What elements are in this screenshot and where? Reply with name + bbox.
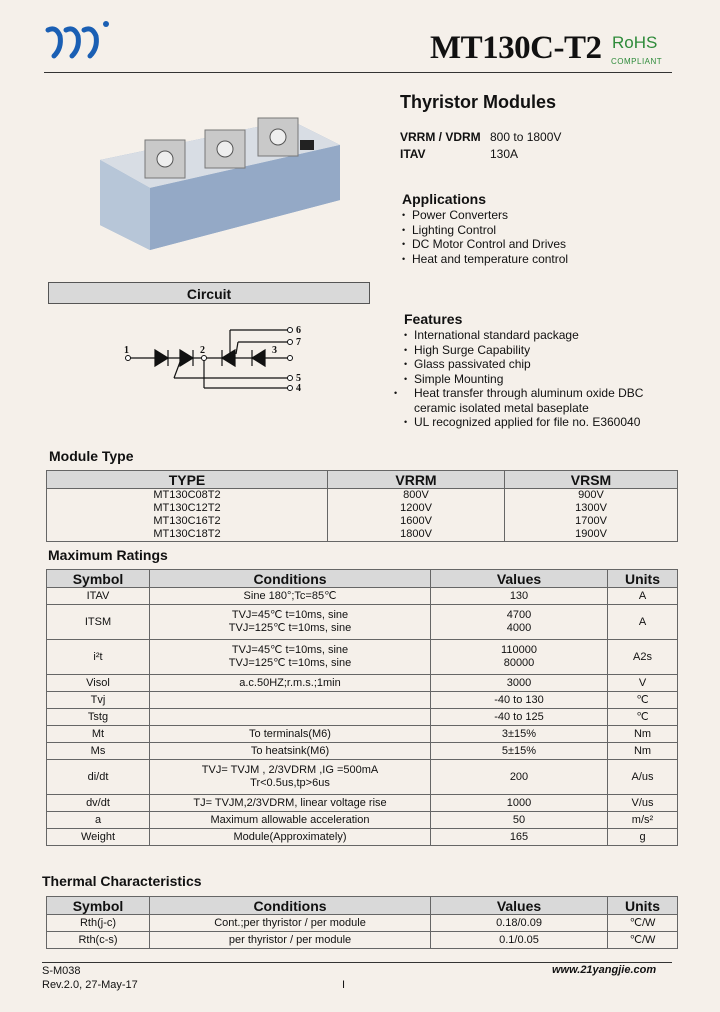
cell: m/s² — [608, 812, 678, 829]
cell: 0.1/0.05 — [431, 932, 608, 949]
pin-label: 2 — [200, 345, 205, 356]
cell — [431, 829, 608, 846]
table-row — [47, 709, 678, 726]
revision: Rev.2.0, 27-May-17 — [42, 979, 138, 991]
condition-line: Sine 180°;Tc=85℃ — [243, 589, 337, 602]
column-header: VRSM — [505, 471, 678, 489]
cell: ITAV — [47, 588, 150, 605]
list-item: • Lighting Control — [402, 223, 568, 238]
cell: 1900V — [505, 528, 678, 542]
cell: 1700V — [505, 515, 678, 528]
cell: Nm — [608, 743, 678, 760]
table-row — [47, 675, 678, 692]
header-divider — [44, 72, 672, 73]
table-row — [47, 502, 678, 515]
module-type-heading: Module Type — [49, 448, 134, 464]
cell: Tstg — [47, 709, 150, 726]
page-marker: I — [342, 979, 346, 991]
table-row — [47, 829, 678, 846]
pin-label: 7 — [296, 337, 301, 348]
condition-line: TVJ=45℃ t=10ms, sine — [231, 609, 349, 621]
table-row — [47, 812, 678, 829]
value-line: 4700 — [506, 609, 532, 621]
footer-divider — [42, 962, 672, 963]
list-item: • Heat and temperature control — [402, 252, 568, 267]
column-header: Symbol — [47, 897, 150, 915]
table-row — [47, 640, 678, 675]
doc-id: S-M038 — [42, 965, 81, 977]
table-row — [47, 760, 678, 795]
part-number: MT130C-T2 — [430, 30, 602, 66]
cell: i²t — [47, 640, 150, 675]
cell: ℃/W — [608, 915, 678, 932]
value-line: -40 to 125 — [494, 710, 544, 723]
value-line: 3000 — [506, 676, 532, 689]
cell — [431, 675, 608, 692]
cell: 900V — [505, 489, 678, 503]
cell — [150, 795, 431, 812]
value-line: 80000 — [503, 657, 535, 669]
cell — [431, 588, 608, 605]
cell — [150, 726, 431, 743]
website-link[interactable]: www.21yangjie.com — [552, 964, 657, 976]
spec-value: 130A — [490, 147, 519, 161]
company-logo — [44, 18, 114, 62]
table-row — [47, 726, 678, 743]
value-line: 5±15% — [501, 744, 537, 757]
list-item: • High Surge Capability — [404, 343, 674, 358]
spec-label: ITAV — [400, 147, 426, 161]
cell — [431, 760, 608, 795]
table-row — [47, 528, 678, 542]
cell — [150, 588, 431, 605]
condition-line: To heatsink(M6) — [250, 744, 330, 757]
pin-label: 5 — [296, 373, 301, 384]
list-item: • Glass passivated chip — [404, 357, 674, 372]
spec-value: 800 to 1800V — [490, 130, 562, 144]
cell: 1200V — [328, 502, 505, 515]
cell: Mt — [47, 726, 150, 743]
condition-line: TVJ= TVJM , 2/3VDRM ,IG =500mA — [201, 764, 379, 776]
cell: ℃ — [608, 692, 678, 709]
column-header: Units — [608, 897, 678, 915]
cell — [431, 743, 608, 760]
product-title: Thyristor Modules — [400, 92, 557, 112]
cell — [150, 675, 431, 692]
cell — [431, 795, 608, 812]
cell: Cont.;per thyristor / per module — [150, 915, 431, 932]
cell: Ms — [47, 743, 150, 760]
cell — [431, 640, 608, 675]
cell: MT130C08T2 — [47, 489, 328, 503]
circuit-heading: Circuit — [48, 282, 370, 304]
cell: a — [47, 812, 150, 829]
column-header: Symbol — [47, 570, 150, 588]
max-ratings-table — [46, 569, 678, 846]
spec-row-voltage — [400, 130, 561, 144]
cell: dv/dt — [47, 795, 150, 812]
cell: Tvj — [47, 692, 150, 709]
value-line: 165 — [509, 830, 529, 843]
table-row — [47, 692, 678, 709]
column-header: Conditions — [150, 570, 431, 588]
cell: ℃ — [608, 709, 678, 726]
list-item: • Power Converters — [402, 208, 568, 223]
column-header: Units — [608, 570, 678, 588]
table-row — [47, 588, 678, 605]
cell: 1600V — [328, 515, 505, 528]
cell: di/dt — [47, 760, 150, 795]
max-ratings-heading: Maximum Ratings — [48, 547, 168, 563]
cell: MT130C18T2 — [47, 528, 328, 542]
list-item: • Heat transfer through aluminum oxide DBC ceramic isolated metal baseplate — [404, 386, 674, 415]
list-item: • UL recognized applied for file no. E360040 — [404, 415, 674, 430]
cell: A — [608, 588, 678, 605]
cell: 1300V — [505, 502, 678, 515]
features-heading: Features — [404, 311, 463, 327]
cell — [150, 743, 431, 760]
thermal-heading: Thermal Characteristics — [42, 873, 202, 889]
cell: g — [608, 829, 678, 846]
value-line: 1000 — [506, 796, 532, 809]
value-line: 200 — [509, 770, 529, 783]
condition-line: Module(Approximately) — [233, 830, 347, 843]
cell — [431, 605, 608, 640]
cell — [150, 640, 431, 675]
column-header: Values — [431, 897, 608, 915]
cell — [431, 692, 608, 709]
cell: A — [608, 605, 678, 640]
spec-row-current — [400, 147, 518, 161]
column-header: Conditions — [150, 897, 431, 915]
cell — [150, 812, 431, 829]
condition-line: Maximum allowable acceleration — [210, 813, 370, 826]
cell: ℃/W — [608, 932, 678, 949]
cell: 800V — [328, 489, 505, 503]
table-row — [47, 515, 678, 528]
cell: MT130C12T2 — [47, 502, 328, 515]
spec-label: VRRM / VDRM — [400, 130, 481, 144]
condition-line: TVJ=125℃ t=10ms, sine — [228, 622, 352, 634]
condition-line: Tr<0.5us,tp>6us — [250, 777, 330, 789]
condition-line: To terminals(M6) — [249, 727, 331, 740]
cell: MT130C16T2 — [47, 515, 328, 528]
value-line: -40 to 130 — [494, 693, 544, 706]
pin-label: 1 — [124, 345, 129, 356]
thermal-table — [46, 896, 678, 949]
cell — [150, 692, 431, 709]
cell: per thyristor / per module — [150, 932, 431, 949]
pin-label: 6 — [296, 325, 301, 336]
cell: Rth(j-c) — [47, 915, 150, 932]
cell — [150, 605, 431, 640]
table-row — [47, 915, 678, 932]
features-list — [404, 328, 674, 430]
cell — [431, 812, 608, 829]
applications-heading: Applications — [402, 191, 487, 207]
cell: 0.18/0.09 — [431, 915, 608, 932]
table-row — [47, 605, 678, 640]
value-line: 3±15% — [501, 727, 537, 740]
table-row — [47, 489, 678, 503]
value-line: 50 — [512, 813, 526, 826]
cell: ITSM — [47, 605, 150, 640]
table-row — [47, 795, 678, 812]
column-header: VRRM — [328, 471, 505, 489]
cell — [150, 760, 431, 795]
cell — [431, 709, 608, 726]
applications-list — [402, 208, 568, 266]
pin-label: 3 — [272, 345, 277, 356]
rohs-label: RoHS — [612, 33, 658, 52]
cell: A/us — [608, 760, 678, 795]
value-line: 4000 — [506, 622, 532, 634]
cell — [150, 829, 431, 846]
cell: 1800V — [328, 528, 505, 542]
cell — [150, 709, 431, 726]
cell: Weight — [47, 829, 150, 846]
pin-label: 4 — [296, 383, 301, 394]
rohs-compliant-label: COMPLIANT — [611, 57, 663, 66]
column-header: Values — [431, 570, 608, 588]
cell: V — [608, 675, 678, 692]
condition-line: TVJ=125℃ t=10ms, sine — [228, 657, 352, 669]
cell — [431, 726, 608, 743]
condition-line: a.c.50HZ;r.m.s.;1min — [239, 676, 341, 689]
cell: Visol — [47, 675, 150, 692]
cell: Nm — [608, 726, 678, 743]
condition-line: TVJ=45℃ t=10ms, sine — [231, 644, 349, 656]
condition-line: TJ= TVJM,2/3VDRM, linear voltage rise — [193, 796, 387, 809]
column-header: TYPE — [47, 471, 328, 489]
cell: A2s — [608, 640, 678, 675]
table-row — [47, 743, 678, 760]
cell: V/us — [608, 795, 678, 812]
list-item: • International standard package — [404, 328, 674, 343]
table-row — [47, 932, 678, 949]
list-item: • Simple Mounting — [404, 372, 674, 387]
cell: Rth(c-s) — [47, 932, 150, 949]
list-item: • DC Motor Control and Drives — [402, 237, 568, 252]
module-type-table — [46, 470, 678, 542]
value-line: 130 — [509, 589, 529, 602]
circuit-diagram — [110, 320, 310, 400]
value-line: 110000 — [501, 644, 537, 656]
module-photo — [90, 100, 350, 260]
